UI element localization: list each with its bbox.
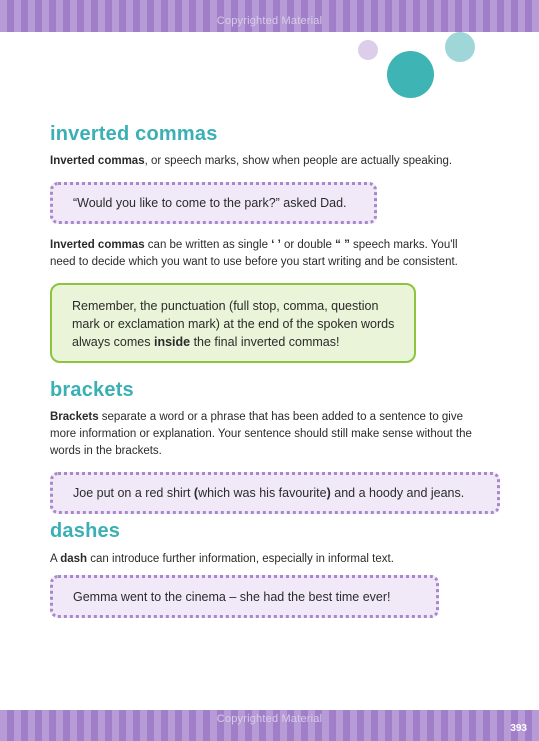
- decorative-lilac-dot: [358, 40, 378, 60]
- intro-text: can introduce further information, especially in informal text.: [87, 553, 394, 565]
- example-fragment: which was his favourite: [198, 486, 327, 500]
- example-text: “Would you like to come to the park?” asked Dad.: [73, 196, 347, 210]
- term-dash: dash: [60, 553, 88, 565]
- intro-text: A: [50, 553, 61, 565]
- para-text: can be written as single: [144, 239, 272, 251]
- example-box-brackets: [50, 472, 500, 514]
- close-bracket: ): [326, 486, 331, 500]
- inverted-commas-usage-paragraph: [50, 237, 480, 271]
- decorative-teal-dot-small: [445, 32, 475, 62]
- intro-text: , or speech marks, show when people are actually speaking.: [144, 155, 453, 167]
- term-inverted-commas-2: Inverted commas: [50, 239, 145, 251]
- punctuation-tip-box: [50, 283, 416, 363]
- example-fragment: Joe put on a red shirt: [73, 486, 194, 500]
- example-text: Gemma went to the cinema – she had the best time ever!: [73, 589, 391, 604]
- para-text: speech marks. You'll need to decide which you want to use before you start writing and be consistent.: [50, 239, 458, 268]
- heading-brackets: brackets: [50, 379, 134, 401]
- tip-emphasis-inside: inside: [153, 335, 191, 349]
- intro-text: separate a word or a phrase that has been added to a sentence to give more information or explanation. Your sentence should still make sense without the words in the brackets.: [50, 411, 472, 457]
- double-quote-marks: “ ”: [335, 239, 350, 251]
- heading-inverted-commas: inverted commas: [50, 123, 218, 145]
- tip-text: Remember, the punctuation (full stop, comma, question mark or exclamation mark) at the end of the spoken words always comes: [72, 299, 395, 349]
- example-box-dashes: [50, 575, 439, 618]
- example-box-inverted-commas: [50, 182, 377, 224]
- example-text: [73, 486, 464, 500]
- decorative-teal-dot-large: [387, 51, 434, 98]
- term-brackets: Brackets: [50, 411, 99, 423]
- inverted-commas-intro: [50, 153, 490, 170]
- copyright-notice-bottom: Copyrighted Material: [216, 713, 323, 725]
- copyright-notice-top: Copyrighted Material: [216, 15, 323, 27]
- heading-dashes: dashes: [50, 520, 121, 542]
- brackets-intro: [50, 409, 490, 460]
- example-fragment: and a hoody and jeans.: [330, 486, 465, 500]
- open-bracket: (: [193, 486, 199, 500]
- single-quote-marks: ‘ ’: [271, 239, 281, 251]
- tip-text: the final inverted commas!: [190, 335, 340, 349]
- page-number: 393: [510, 723, 527, 734]
- term-inverted-commas: Inverted commas: [50, 155, 145, 167]
- dashes-intro: [50, 551, 490, 568]
- para-text: or double: [280, 239, 336, 251]
